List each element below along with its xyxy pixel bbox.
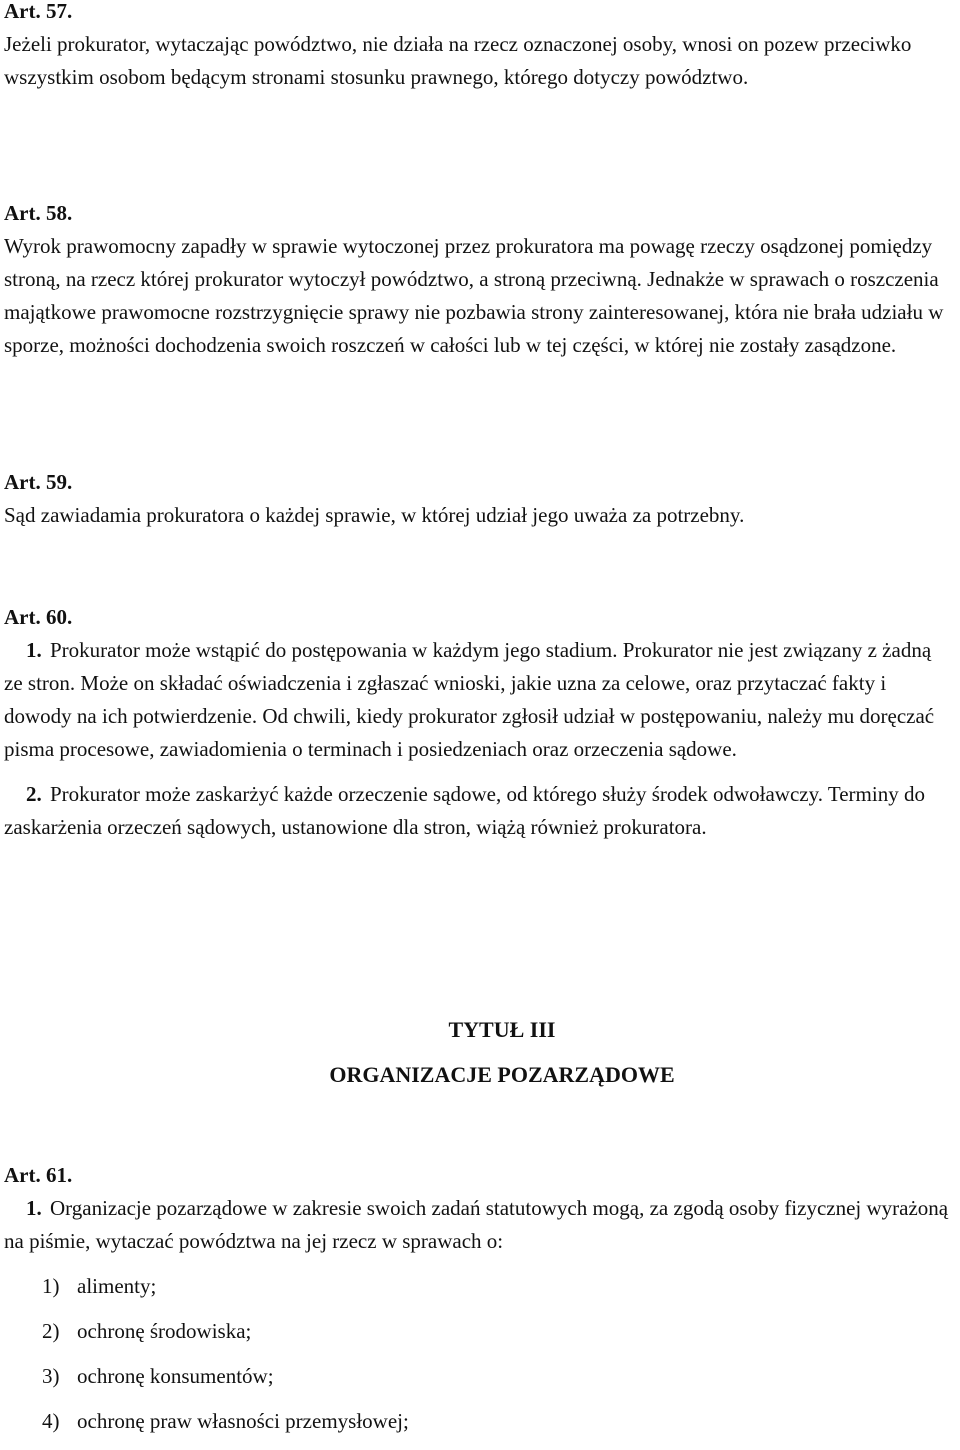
item-number: 4) xyxy=(42,1409,60,1433)
article-text: Jeżeli prokurator, wytaczając powództwo, nie działa na rzecz oznaczonej osoby, wnosi on pozew przeciwko wszystkim osobom będącym stronami stosunku prawnego, którego dotyczy powództwo. xyxy=(4,32,912,89)
paragraph-number: 2. xyxy=(26,782,42,806)
item-number: 1) xyxy=(42,1274,60,1298)
paragraph-text: Prokurator może zaskarżyć każde orzeczenie sądowe, od którego służy środek odwoławczy. Terminy do zaskarżenia orzeczeń sądowych, ustanowione dla stron, wiążą również prokuratora. xyxy=(4,782,925,839)
article-heading: Art. 58. xyxy=(4,201,73,225)
item-text: alimenty; xyxy=(77,1274,157,1298)
article-heading: Art. 57. xyxy=(4,0,73,23)
paragraph-text: Organizacje pozarządowe w zakresie swoich zadań statutowych mogą, za zgodą osoby fizycznej wyrażoną na piśmie, wytaczać powództwa na jej rzecz w sprawach o: xyxy=(4,1196,949,1253)
article-heading: Art. 60. xyxy=(4,605,73,629)
title-name: ORGANIZACJE POZARZĄDOWE xyxy=(329,1062,675,1087)
title-number: TYTUŁ III xyxy=(448,1017,556,1042)
item-text: ochronę środowiska; xyxy=(77,1319,252,1343)
title-heading xyxy=(4,1013,960,1091)
article-59 xyxy=(4,466,950,532)
paragraph-2 xyxy=(4,778,950,844)
item-list xyxy=(4,1270,950,1450)
article-text: Wyrok prawomocny zapadły w sprawie wytoczonej przez prokuratora ma powagę rzeczy osądzonej pomiędzy stroną, na rzecz której prokurator wytoczył powództwo, a stroną przeciwną. Jednakże w sprawach o roszczenia majątkowe prawomocne rozstrzygnięcie sprawy nie pozbawia strony zainteresowanej, która nie brała udziału w sporze, możności dochodzenia swoich roszczeń w całości lub w tej części, w której nie zostały zasądzone. xyxy=(4,234,944,357)
item-text: ochronę praw własności przemysłowej; xyxy=(77,1409,409,1433)
article-text: Sąd zawiadamia prokuratora o każdej sprawie, w której udział jego uważa za potrzebny. xyxy=(4,503,745,527)
paragraph-1 xyxy=(4,1192,950,1258)
article-heading: Art. 61. xyxy=(4,1163,73,1187)
article-57 xyxy=(4,0,950,94)
paragraph-number: 1. xyxy=(26,1196,42,1220)
article-60 xyxy=(4,601,950,844)
paragraph-text: Prokurator może wstąpić do postępowania w każdym jego stadium. Prokurator nie jest związany z żadną ze stron. Może on składać oświadczenia i zgłaszać wnioski, jakie uzna za celowe, oraz przytaczać fakty i dowody na ich potwierdzenie. Od chwili, kiedy prokurator zgłosił udział w postępowaniu, należy mu doręczać pisma procesowe, zawiadomienia o terminach i posiedzeniach oraz orzeczenia sądowe. xyxy=(4,638,935,761)
article-58 xyxy=(4,197,950,362)
article-61 xyxy=(4,1159,950,1450)
list-item xyxy=(4,1315,950,1360)
item-text: ochronę konsumentów; xyxy=(77,1364,274,1388)
item-number: 3) xyxy=(42,1364,60,1388)
article-heading: Art. 59. xyxy=(4,470,73,494)
list-item xyxy=(4,1360,950,1405)
list-item xyxy=(4,1270,950,1315)
paragraph-1 xyxy=(4,634,950,766)
paragraph-number: 1. xyxy=(26,638,42,662)
list-item xyxy=(4,1405,950,1450)
item-number: 2) xyxy=(42,1319,60,1343)
